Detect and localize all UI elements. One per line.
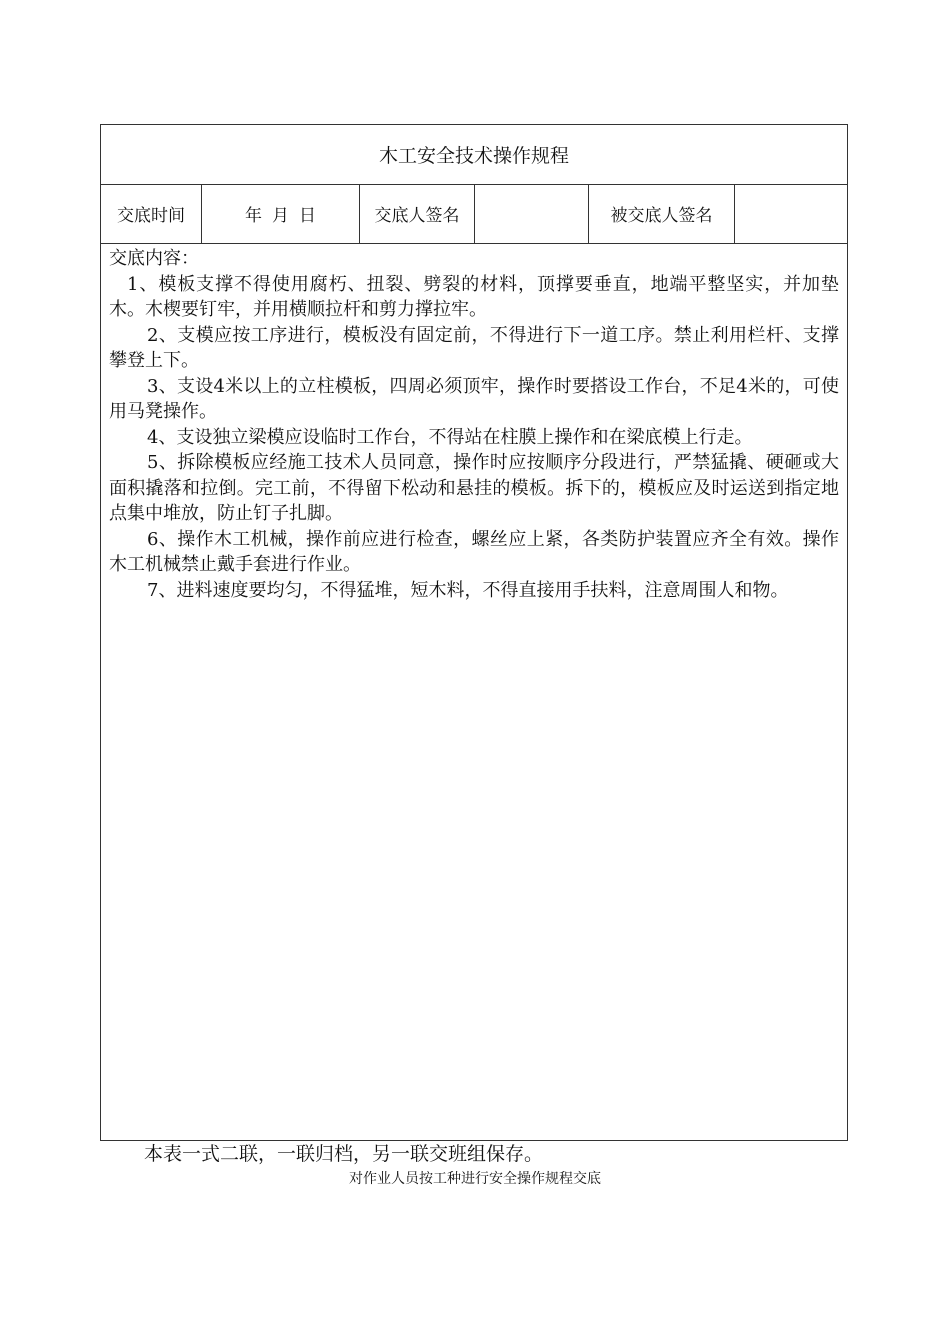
rule-item: 4、支设独立梁模应设临时工作台，不得站在柱膜上操作和在梁底模上行走。 [147,426,753,448]
giver-signature-field[interactable] [475,184,589,243]
rule-item: 6、操作木工机械，操作前应进行检查，螺丝应上紧，各类防护装置应齐全有效。操作木工机械禁止戴手套进行作业。 [109,528,839,575]
rule-item: 1、模板支撑不得使用腐朽、扭裂、劈裂的材料，顶撑要垂直，地端平整坚实，并加垫木。木楔要钉牢，并用横顺拉杆和剪力撑拉牢。 [109,273,839,320]
month-label: 月 [272,206,289,226]
giver-signature-label: 交底人签名 [360,184,475,243]
form-title: 木工安全技术操作规程 [101,125,847,185]
year-label: 年 [245,206,262,226]
time-label: 交底时间 [101,184,202,243]
receiver-signature-field[interactable] [735,184,847,243]
day-label: 日 [299,206,316,226]
date-field[interactable] [202,184,360,243]
content-label: 交底内容： [109,248,199,269]
disclosure-content [109,246,839,603]
receiver-signature-label: 被交底人签名 [589,184,735,243]
rule-item: 3、支设4米以上的立柱模板，四周必须顶牢，操作时要搭设工作台，不足4米的，可使用马凳操作。 [109,375,839,422]
info-row [101,184,847,244]
footer-note: 本表一式二联，一联归档，另一联交班组保存。 [144,1143,544,1165]
rule-item: 2、支模应按工序进行，模板没有固定前，不得进行下一道工序。禁止利用栏杆、支撑攀登上下。 [109,324,839,371]
disclosure-form [100,124,848,1141]
rule-item: 5、拆除模板应经施工技术人员同意，操作时应按顺序分段进行，严禁猛撬、硬砸或大面积撬落和拉倒。完工前，不得留下松动和悬挂的模板。拆下的，模板应及时运送到指定地点集中堆放，防止钉子扎脚。 [109,452,839,524]
rule-item: 7、进料速度要均匀，不得猛堆，短木料，不得直接用手扶料，注意周围人和物。 [147,579,789,601]
footer-caption: 对作业人员按工种进行安全操作规程交底 [349,1171,601,1187]
